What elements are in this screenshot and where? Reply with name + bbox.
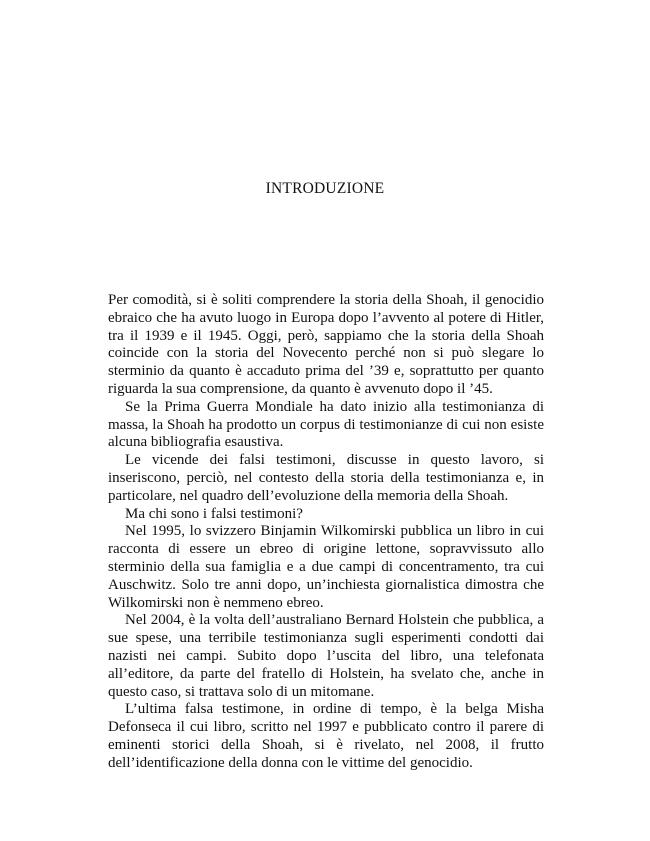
paragraph-1: Per comodità, si è soliti comprendere la storia della Shoah, il genocidio ebraico che ha avuto luogo in Europa dopo l’avvento al potere di Hitler, tra il 1939 e il 1945. Oggi, però, sappiamo che la storia della Shoah coincide con la storia del Novecento perché non si può slegare lo sterminio da quanto è accaduto prima del ’39 e, soprattutto per quanto riguarda la sua comprensione, da quanto è avvenuto dopo il ’45. [108, 292, 544, 397]
page-title: INTRODUZIONE [265, 180, 385, 197]
paragraph-6: Nel 2004, è la volta dell’australiano Bernard Holstein che pubblica, a sue spese, una terribile testimonianza sugli esperimenti condotti dai nazisti nei campi. Subito dopo l’uscita del libro, una telefonata all’editore, da parte del fratello di Holstein, ha svelato che, anche in questo caso, si trattava solo di un mitomane. [108, 612, 544, 700]
paragraph-4: Ma chi sono i falsi testimoni? [125, 505, 303, 522]
paragraph-2: Se la Prima Guerra Mondiale ha dato inizio alla testimonianza di massa, la Shoah ha prodotto un corpus di testimonianze di cui non esiste alcuna bibliografia esaustiva. [108, 398, 544, 451]
paragraph-3: Le vicende dei falsi testimoni, discusse in questo lavoro, si inseriscono, perciò, nel contesto della storia della testimonianza e, in particolare, nel quadro dell’evoluzione della memoria della Shoah. [108, 452, 544, 504]
body-text [108, 292, 544, 773]
paragraph-7: L’ultima falsa testimone, in ordine di tempo, è la belga Misha Defonseca il cui libro, scritto nel 1997 e pubblicato contro il parere di eminenti storici della Shoah, si è rivelato, nel 2008, il frutto dell’identificazione della donna con le vittime del genocidio. [108, 701, 544, 771]
paragraph-5: Nel 1995, lo svizzero Binjamin Wilkomirski pubblica un libro in cui racconta di essere un ebreo di origine lettone, sopravvissuto allo sterminio della sua famiglia e a due campi di concentramento, tra cui Auschwitz. Solo tre anni dopo, un’inchiesta giornalistica dimostra che Wilkomirski non è nemmeno ebreo. [108, 523, 544, 611]
